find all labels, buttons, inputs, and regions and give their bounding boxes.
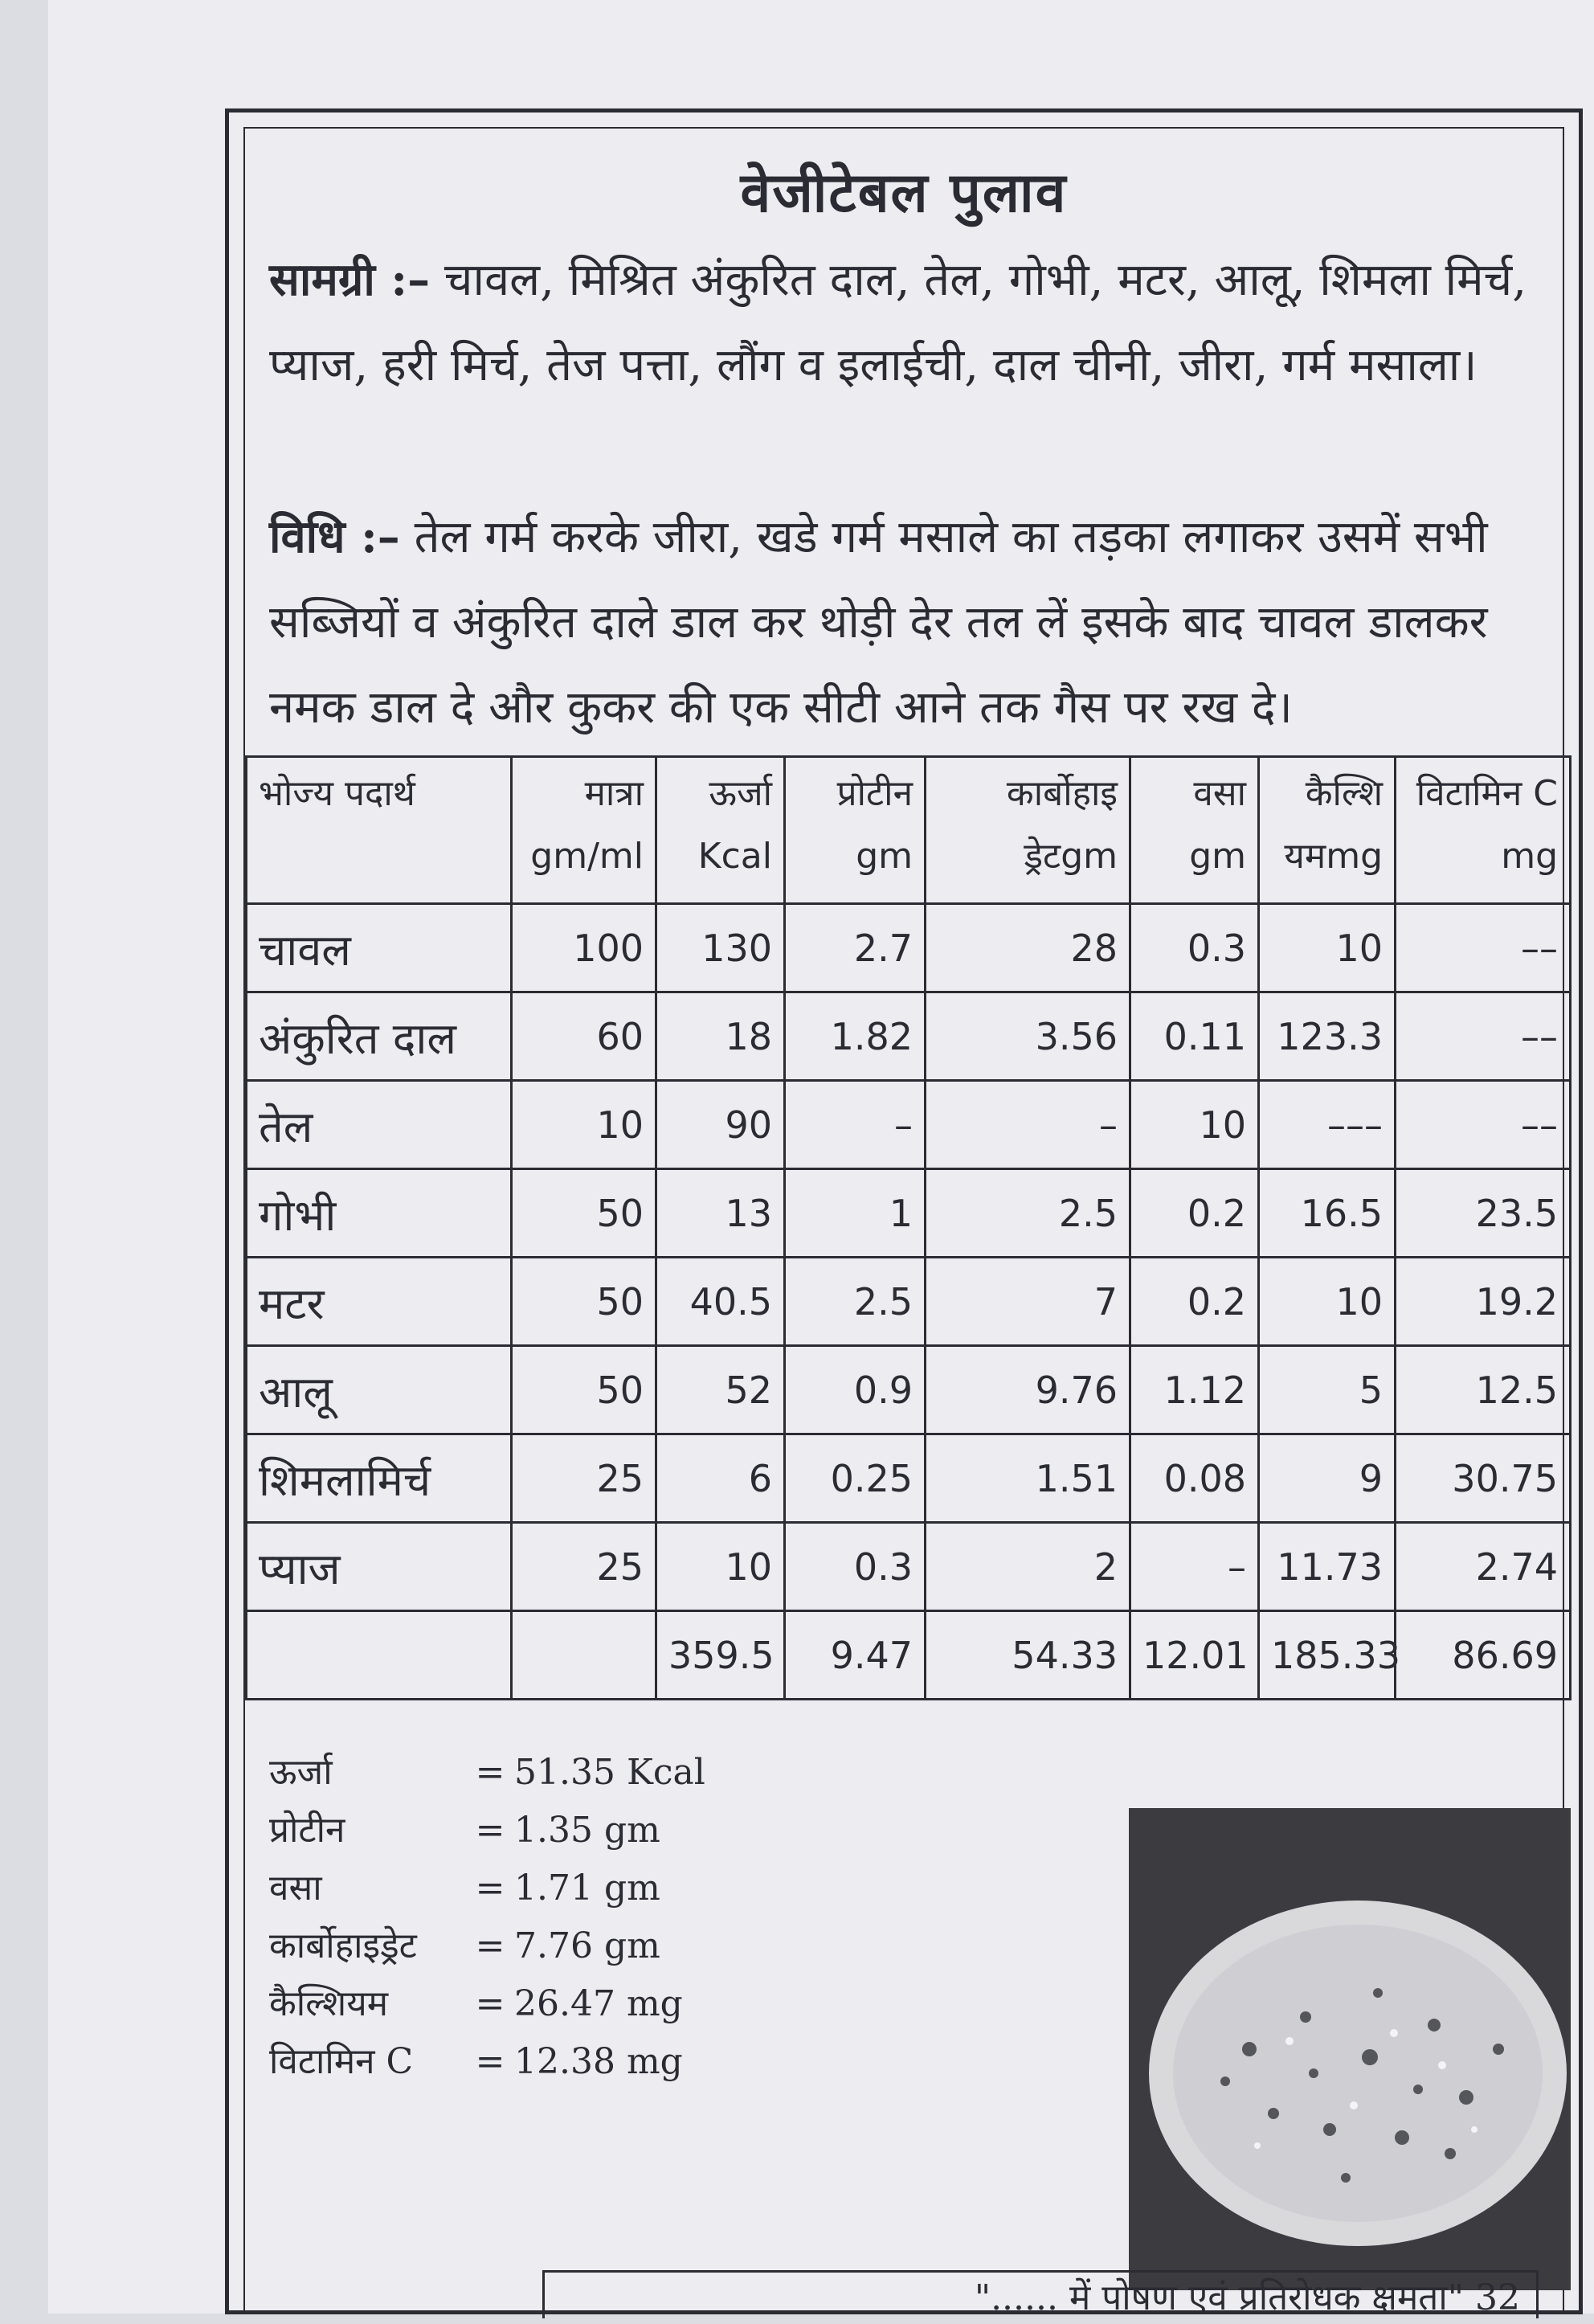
food-item-cell: मटर <box>247 1258 512 1346</box>
value-cell: 2.5 <box>926 1169 1130 1258</box>
equals-sign: = <box>475 2041 505 2082</box>
value-cell: 123.3 <box>1259 992 1396 1081</box>
food-item-cell: अंकुरित दाल <box>247 992 512 1081</box>
equals-sign: = <box>475 1810 505 1851</box>
value-cell: 0.11 <box>1130 992 1259 1081</box>
value-cell: 19.2 <box>1396 1258 1571 1346</box>
value-cell: 9.76 <box>926 1346 1130 1434</box>
column-header: ऊर्जा Kcal <box>656 757 785 904</box>
equals-sign: = <box>475 1925 505 1966</box>
nutrition-table <box>245 755 1572 1700</box>
column-header: कैल्शि यमmg <box>1259 757 1396 904</box>
food-item-cell: शिमलामिर्च <box>247 1434 512 1523</box>
column-header: मात्रा gm/ml <box>512 757 656 904</box>
table-row <box>247 904 1571 992</box>
value-cell: – <box>1130 1523 1259 1611</box>
food-item-cell: प्याज <box>247 1523 512 1611</box>
table-row <box>247 1434 1571 1523</box>
value-cell: 12.01 <box>1130 1611 1259 1700</box>
value-cell: 0.2 <box>1130 1258 1259 1346</box>
column-header: वसा gm <box>1130 757 1259 904</box>
table-header-row <box>247 757 1571 904</box>
page-frame <box>225 108 1583 2318</box>
food-item-cell <box>247 1611 512 1700</box>
value-cell: 10 <box>512 1081 656 1169</box>
value-cell: 10 <box>656 1523 785 1611</box>
summary-nutrient: वसा <box>269 1868 322 1909</box>
equals-sign: = <box>475 1752 505 1793</box>
page-footer <box>542 2270 1539 2318</box>
value-cell: 10 <box>1259 904 1396 992</box>
table-row <box>247 1346 1571 1434</box>
value-cell: –– <box>1396 904 1571 992</box>
pulao-photo <box>1129 1808 1571 2290</box>
food-item-cell: गोभी <box>247 1169 512 1258</box>
footer-book-title: "...... में पोषण एवं प्रतिरोधक क्षमता" <box>974 2277 1464 2318</box>
value-cell: 25 <box>512 1523 656 1611</box>
value-cell: 23.5 <box>1396 1169 1571 1258</box>
value-cell: –– <box>1396 992 1571 1081</box>
value-cell: 0.2 <box>1130 1169 1259 1258</box>
summary-value: 1.71 gm <box>514 1868 660 1909</box>
nutrient-summary <box>269 1744 705 2091</box>
value-cell: 0.08 <box>1130 1434 1259 1523</box>
value-cell: 0.3 <box>1130 904 1259 992</box>
value-cell: 12.5 <box>1396 1346 1571 1434</box>
value-cell: 25 <box>512 1434 656 1523</box>
value-cell: 2.7 <box>785 904 926 992</box>
value-cell: 86.69 <box>1396 1611 1571 1700</box>
column-header: कार्बोहाइ ड्रेटgm <box>926 757 1130 904</box>
table-row <box>247 1081 1571 1169</box>
table-row <box>247 1258 1571 1346</box>
table-body <box>247 904 1571 1700</box>
pulao-plate-image <box>1129 1808 1571 2290</box>
value-cell: 10 <box>1259 1258 1396 1346</box>
value-cell: 50 <box>512 1346 656 1434</box>
value-cell: 185.33 <box>1259 1611 1396 1700</box>
summary-nutrient: विटामिन C <box>269 2041 414 2082</box>
summary-nutrient: कैल्शियम <box>269 1983 389 2024</box>
value-cell: 40.5 <box>656 1258 785 1346</box>
summary-nutrient: ऊर्जा <box>269 1752 333 1793</box>
value-cell: 10 <box>1130 1081 1259 1169</box>
value-cell: 130 <box>656 904 785 992</box>
value-cell: 50 <box>512 1258 656 1346</box>
food-item-cell: आलू <box>247 1346 512 1434</box>
value-cell: 50 <box>512 1169 656 1258</box>
value-cell: 90 <box>656 1081 785 1169</box>
page-title: वेजीटेबल पुलाव <box>740 161 1068 225</box>
food-item-cell: तेल <box>247 1081 512 1169</box>
value-cell: 0.3 <box>785 1523 926 1611</box>
book-page <box>48 0 1594 2318</box>
value-cell: 2 <box>926 1523 1130 1611</box>
value-cell: 0.25 <box>785 1434 926 1523</box>
summary-row <box>269 1802 705 1860</box>
method-text: तेल गर्म करके जीरा, खडे गर्म मसाले का तड़का लगाकर उसमें सभी सब्जियों व अंकुरित दाले डाल कर थोड़ी देर तल लें इसके बाद चावल डालकर नमक डाल दे और कुकर की एक सीटी आने तक गैस पर रख दे। <box>269 511 1488 734</box>
value-cell: 6 <box>656 1434 785 1523</box>
summary-row <box>269 1860 705 1917</box>
value-cell: 7 <box>926 1258 1130 1346</box>
value-cell: – <box>926 1081 1130 1169</box>
value-cell: 2.74 <box>1396 1523 1571 1611</box>
equals-sign: = <box>475 1983 505 2024</box>
value-cell: 30.75 <box>1396 1434 1571 1523</box>
summary-value: 12.38 mg <box>514 2041 683 2082</box>
value-cell: 60 <box>512 992 656 1081</box>
value-cell: 28 <box>926 904 1130 992</box>
value-cell: 100 <box>512 904 656 992</box>
summary-row <box>269 1975 705 2033</box>
table-row <box>247 1523 1571 1611</box>
value-cell: 359.5 <box>656 1611 785 1700</box>
summary-value: 51.35 Kcal <box>514 1752 705 1793</box>
food-item-cell: चावल <box>247 904 512 992</box>
method-label: विधि :– <box>269 510 400 563</box>
table-row <box>247 992 1571 1081</box>
value-cell: 13 <box>656 1169 785 1258</box>
value-cell <box>512 1611 656 1700</box>
summary-value: 26.47 mg <box>514 1983 683 2024</box>
column-header: विटामिन C mg <box>1396 757 1571 904</box>
value-cell: 0.9 <box>785 1346 926 1434</box>
value-cell: 11.73 <box>1259 1523 1396 1611</box>
table-row <box>247 1611 1571 1700</box>
summary-row <box>269 2033 705 2091</box>
value-cell: 2.5 <box>785 1258 926 1346</box>
value-cell: 3.56 <box>926 992 1130 1081</box>
method-paragraph <box>269 494 1539 751</box>
value-cell: 52 <box>656 1346 785 1434</box>
value-cell: 1 <box>785 1169 926 1258</box>
value-cell: 1.82 <box>785 992 926 1081</box>
summary-nutrient: कार्बोहाइड्रेट <box>269 1925 417 1966</box>
content-box <box>243 127 1564 2318</box>
value-cell: 1.12 <box>1130 1346 1259 1434</box>
table-row <box>247 1169 1571 1258</box>
equals-sign: = <box>475 1868 505 1909</box>
value-cell: 9 <box>1259 1434 1396 1523</box>
value-cell: 18 <box>656 992 785 1081</box>
column-header: प्रोटीन gm <box>785 757 926 904</box>
summary-nutrient: प्रोटीन <box>269 1810 345 1851</box>
ingredients-text: चावल, मिश्रित अंकुरित दाल, तेल, गोभी, मटर, आलू, शिमला मिर्च, प्याज, हरी मिर्च, तेज पत्ता, लौंग व इलाईची, दाल चीनी, जीरा, गर्म मसाला। <box>269 254 1527 391</box>
summary-value: 1.35 gm <box>514 1810 660 1851</box>
summary-row <box>269 1744 705 1802</box>
value-cell: – <box>785 1081 926 1169</box>
value-cell: 54.33 <box>926 1611 1130 1700</box>
summary-row <box>269 1917 705 1975</box>
value-cell: ––– <box>1259 1081 1396 1169</box>
ingredients-label: सामग्री :– <box>269 253 431 306</box>
summary-value: 7.76 gm <box>514 1925 660 1966</box>
column-header: भोज्य पदार्थ <box>247 757 512 904</box>
ingredients-paragraph <box>269 237 1539 408</box>
value-cell: 16.5 <box>1259 1169 1396 1258</box>
value-cell: 5 <box>1259 1346 1396 1434</box>
page-number: 32 <box>1475 2277 1520 2318</box>
value-cell: –– <box>1396 1081 1571 1169</box>
value-cell: 9.47 <box>785 1611 926 1700</box>
value-cell: 1.51 <box>926 1434 1130 1523</box>
